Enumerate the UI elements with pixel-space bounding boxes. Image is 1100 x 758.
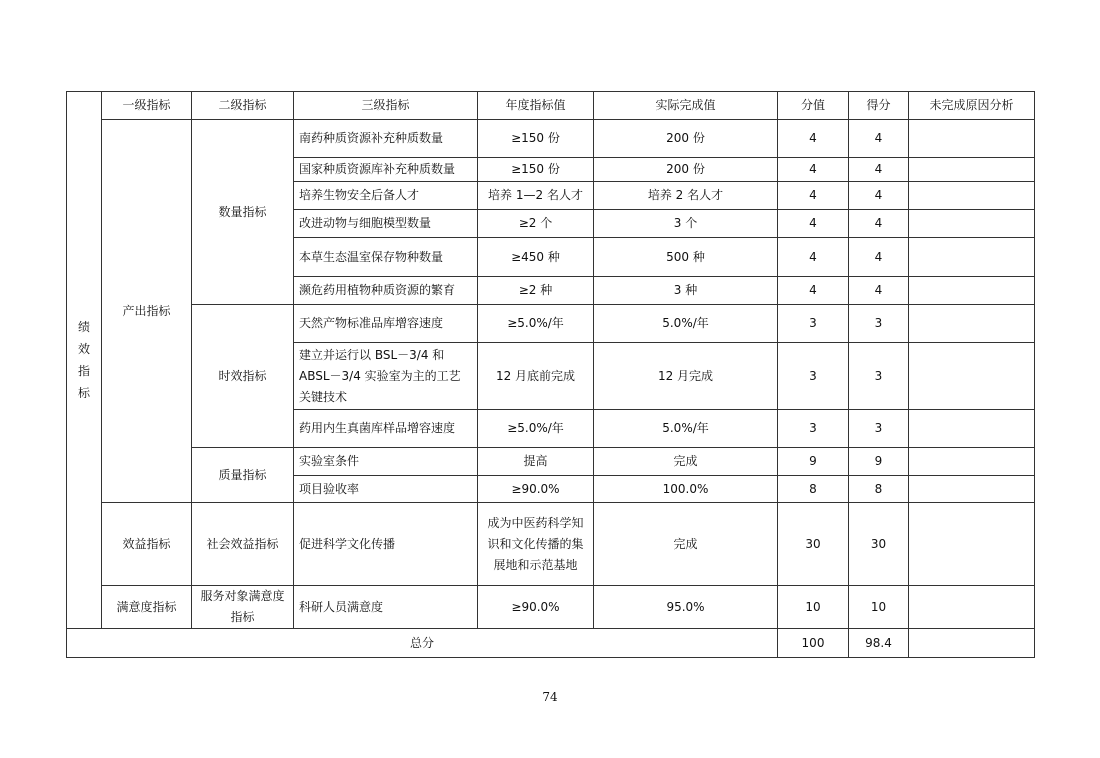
score-cell: 3 [849, 410, 909, 448]
level3-cell: 天然产物标准品库增容速度 [294, 305, 478, 343]
target-cell: ≥5.0%/年 [478, 410, 594, 448]
target-cell: 12 月底前完成 [478, 343, 594, 410]
score-cell: 9 [849, 448, 909, 476]
level3-cell: 国家种质资源库补充种质数量 [294, 158, 478, 182]
header-level2: 二级指标 [192, 92, 294, 120]
level3-cell: 改进动物与细胞模型数量 [294, 210, 478, 238]
level3-cell: 建立并运行以 BSL－3/4 和 ABSL－3/4 实验室为主的工艺关键技术 [294, 343, 478, 410]
score-cell: 4 [849, 238, 909, 277]
group-label-cell [67, 92, 102, 629]
header-level1: 一级指标 [102, 92, 192, 120]
level2-timeliness: 时效指标 [192, 305, 294, 448]
table-row [67, 448, 1035, 476]
actual-cell: 完成 [594, 503, 778, 586]
target-cell: ≥150 份 [478, 120, 594, 158]
level3-cell: 濒危药用植物种质资源的繁育 [294, 277, 478, 305]
level3-cell: 培养生物安全后备人才 [294, 182, 478, 210]
table-row [67, 305, 1035, 343]
reason-cell [909, 448, 1035, 476]
level3-cell: 本草生态温室保存物种数量 [294, 238, 478, 277]
header-reason: 未完成原因分析 [909, 92, 1035, 120]
level3-cell: 科研人员满意度 [294, 586, 478, 629]
weight-cell: 8 [778, 476, 849, 503]
actual-cell: 500 种 [594, 238, 778, 277]
weight-cell: 30 [778, 503, 849, 586]
weight-cell: 4 [778, 277, 849, 305]
total-row [67, 629, 1035, 658]
score-cell: 10 [849, 586, 909, 629]
target-cell: 提高 [478, 448, 594, 476]
score-cell: 4 [849, 182, 909, 210]
header-weight: 分值 [778, 92, 849, 120]
reason-cell [909, 238, 1035, 277]
target-cell: ≥90.0% [478, 586, 594, 629]
actual-cell: 3 个 [594, 210, 778, 238]
level3-cell: 南药种质资源补充种质数量 [294, 120, 478, 158]
header-actual: 实际完成值 [594, 92, 778, 120]
reason-cell [909, 503, 1035, 586]
header-score: 得分 [849, 92, 909, 120]
actual-cell: 100.0% [594, 476, 778, 503]
level2-social: 社会效益指标 [192, 503, 294, 586]
actual-cell: 5.0%/年 [594, 305, 778, 343]
target-cell: ≥90.0% [478, 476, 594, 503]
target-cell: ≥450 种 [478, 238, 594, 277]
actual-cell: 12 月完成 [594, 343, 778, 410]
score-cell: 3 [849, 343, 909, 410]
target-cell: ≥5.0%/年 [478, 305, 594, 343]
target-cell: ≥2 个 [478, 210, 594, 238]
reason-cell [909, 120, 1035, 158]
weight-cell: 10 [778, 586, 849, 629]
reason-cell [909, 305, 1035, 343]
header-level3: 三级指标 [294, 92, 478, 120]
table-row [67, 120, 1035, 158]
target-cell: ≥150 份 [478, 158, 594, 182]
header-target: 年度指标值 [478, 92, 594, 120]
level3-cell: 药用内生真菌库样品增容速度 [294, 410, 478, 448]
weight-cell: 4 [778, 238, 849, 277]
level3-cell: 项目验收率 [294, 476, 478, 503]
reason-cell [909, 210, 1035, 238]
reason-cell [909, 158, 1035, 182]
total-reason [909, 629, 1035, 658]
score-cell: 3 [849, 305, 909, 343]
actual-cell: 200 份 [594, 120, 778, 158]
total-score: 98.4 [849, 629, 909, 658]
target-cell: 成为中医药科学知识和文化传播的集展地和示范基地 [478, 503, 594, 586]
performance-indicator-table [66, 91, 1035, 629]
weight-cell: 3 [778, 410, 849, 448]
weight-cell: 4 [778, 120, 849, 158]
level1-satisfaction: 满意度指标 [102, 586, 192, 629]
level1-output: 产出指标 [102, 120, 192, 503]
weight-cell: 4 [778, 182, 849, 210]
score-cell: 30 [849, 503, 909, 586]
weight-cell: 4 [778, 158, 849, 182]
table-row [67, 503, 1035, 586]
table-row [67, 586, 1035, 629]
reason-cell [909, 182, 1035, 210]
actual-cell: 3 种 [594, 277, 778, 305]
level2-service: 服务对象满意度指标 [192, 586, 294, 629]
reason-cell [909, 277, 1035, 305]
reason-cell [909, 410, 1035, 448]
level2-quantity: 数量指标 [192, 120, 294, 305]
score-cell: 4 [849, 277, 909, 305]
level3-cell: 实验室条件 [294, 448, 478, 476]
target-cell: 培养 1—2 名人才 [478, 182, 594, 210]
score-cell: 4 [849, 120, 909, 158]
total-table [66, 628, 1035, 658]
reason-cell [909, 586, 1035, 629]
weight-cell: 3 [778, 343, 849, 410]
actual-cell: 95.0% [594, 586, 778, 629]
weight-cell: 9 [778, 448, 849, 476]
reason-cell [909, 343, 1035, 410]
level2-quality: 质量指标 [192, 448, 294, 503]
level3-cell: 促进科学文化传播 [294, 503, 478, 586]
reason-cell [909, 476, 1035, 503]
group-label: 绩效指标 [77, 320, 90, 400]
actual-cell: 5.0%/年 [594, 410, 778, 448]
page-number: 74 [542, 690, 558, 704]
score-cell: 4 [849, 158, 909, 182]
score-cell: 8 [849, 476, 909, 503]
actual-cell: 200 份 [594, 158, 778, 182]
header-row [67, 92, 1035, 120]
level1-benefit: 效益指标 [102, 503, 192, 586]
score-cell: 4 [849, 210, 909, 238]
total-label: 总分 [67, 629, 778, 658]
actual-cell: 培养 2 名人才 [594, 182, 778, 210]
total-weight: 100 [778, 629, 849, 658]
weight-cell: 4 [778, 210, 849, 238]
target-cell: ≥2 种 [478, 277, 594, 305]
actual-cell: 完成 [594, 448, 778, 476]
weight-cell: 3 [778, 305, 849, 343]
